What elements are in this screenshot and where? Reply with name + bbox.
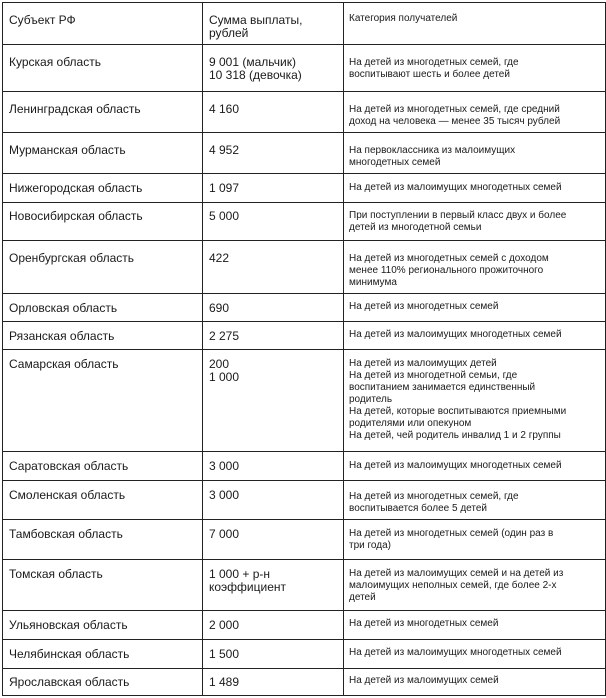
category-text: На детей из многодетных семей, где воспитывается более 5 детей bbox=[349, 491, 519, 514]
amount-text: 2 275 bbox=[209, 329, 240, 343]
amount-text: 1 500 bbox=[209, 647, 240, 661]
cell-subject bbox=[3, 611, 203, 640]
cell-subject bbox=[3, 669, 203, 696]
category-text: На детей из многодетных семей, где воспитывают шесть и более детей bbox=[349, 57, 519, 80]
table-row bbox=[3, 481, 606, 520]
cell-amount bbox=[203, 174, 344, 203]
cell-subject bbox=[3, 481, 203, 520]
cell-amount bbox=[203, 133, 344, 174]
cell-category bbox=[344, 350, 606, 452]
cell-subject bbox=[3, 241, 203, 294]
cell-amount bbox=[203, 481, 344, 520]
header-cell-category bbox=[344, 3, 606, 45]
cell-amount bbox=[203, 560, 344, 611]
header-cell-amount bbox=[203, 3, 344, 45]
category-text: На детей из многодетных семей bbox=[349, 301, 499, 312]
cell-amount bbox=[203, 203, 344, 241]
cell-subject bbox=[3, 294, 203, 322]
cell-category bbox=[344, 520, 606, 560]
subject-text: Ярославская область bbox=[9, 675, 130, 689]
cell-amount bbox=[203, 241, 344, 294]
table-row bbox=[3, 133, 606, 174]
amount-text: 422 bbox=[209, 251, 230, 265]
amount-text: 2 000 bbox=[209, 618, 240, 632]
subject-text: Самарская область bbox=[9, 357, 119, 371]
subject-text: Челябинская область bbox=[9, 647, 130, 661]
table-row bbox=[3, 241, 606, 294]
cell-amount bbox=[203, 611, 344, 640]
table-row bbox=[3, 203, 606, 241]
amount-text: 7 000 bbox=[209, 527, 240, 541]
cell-subject bbox=[3, 203, 203, 241]
subject-text: Мурманская область bbox=[9, 143, 126, 157]
cell-category bbox=[344, 294, 606, 322]
cell-amount bbox=[203, 452, 344, 481]
table-row bbox=[3, 45, 606, 92]
cell-amount bbox=[203, 92, 344, 133]
cell-subject bbox=[3, 322, 203, 350]
subject-text: Новосибирская область bbox=[9, 209, 143, 223]
subject-text: Орловская область bbox=[9, 301, 118, 315]
subject-text: Нижегородская область bbox=[9, 181, 143, 195]
cell-amount bbox=[203, 45, 344, 92]
cell-category bbox=[344, 452, 606, 481]
cell-category bbox=[344, 241, 606, 294]
subject-text: Оренбургская область bbox=[9, 251, 135, 265]
amount-text: 5 000 bbox=[209, 209, 240, 223]
amount-text: 1 000 + р-н коэффициент bbox=[209, 567, 287, 594]
table-row bbox=[3, 174, 606, 203]
table-row bbox=[3, 611, 606, 640]
category-text: На детей из малоимущих многодетных семей bbox=[349, 460, 562, 471]
subject-text: Томская область bbox=[9, 567, 103, 581]
cell-amount bbox=[203, 322, 344, 350]
subject-text: Курская область bbox=[9, 55, 101, 69]
table-row bbox=[3, 294, 606, 322]
cell-category bbox=[344, 174, 606, 203]
table-row bbox=[3, 520, 606, 560]
category-text: На детей из многодетных семей (один раз в три года) bbox=[349, 528, 554, 551]
cell-subject bbox=[3, 133, 203, 174]
cell-subject bbox=[3, 452, 203, 481]
table-row bbox=[3, 640, 606, 669]
subject-text: Саратовская область bbox=[9, 459, 129, 473]
table-row bbox=[3, 92, 606, 133]
subject-text: Ленинградская область bbox=[9, 102, 141, 116]
cell-category bbox=[344, 560, 606, 611]
cell-amount bbox=[203, 350, 344, 452]
cell-amount bbox=[203, 640, 344, 669]
cell-subject bbox=[3, 45, 203, 92]
header-cell-subject bbox=[3, 3, 203, 45]
category-text: При поступлении в первый класс двух и более детей из многодетной семьи bbox=[349, 210, 567, 233]
subject-text: Смоленская область bbox=[9, 488, 126, 502]
category-text: На детей из многодетных семей bbox=[349, 618, 499, 629]
amount-text: 3 000 bbox=[209, 488, 240, 502]
category-text: На детей из малоимущих детей На детей из многодетной семьи, где воспитанием занимается единственный родитель На детей, которые воспитываются приемными родителями или опекуном На детей, чей родитель инвалид 1 и 2 группы bbox=[349, 358, 567, 441]
amount-text: 1 489 bbox=[209, 675, 240, 689]
cell-amount bbox=[203, 294, 344, 322]
cell-amount bbox=[203, 669, 344, 696]
table-row bbox=[3, 452, 606, 481]
table-row bbox=[3, 560, 606, 611]
category-text: На детей из многодетных семей, где средний доход на человека — менее 35 тысяч рублей bbox=[349, 104, 561, 127]
cell-subject bbox=[3, 560, 203, 611]
cell-category bbox=[344, 611, 606, 640]
cell-category bbox=[344, 45, 606, 92]
category-text: На детей из малоимущих многодетных семей bbox=[349, 647, 562, 658]
amount-text: 3 000 bbox=[209, 459, 240, 473]
header-row bbox=[3, 3, 606, 45]
category-text: На детей из малоимущих семей и на детей из малоимущих неполных семей, где более 2-х детей bbox=[349, 568, 564, 603]
cell-category bbox=[344, 133, 606, 174]
category-text: На детей из многодетных семей с доходом менее 110% регионального прожиточного минимума bbox=[349, 253, 549, 288]
amount-text: 9 001 (мальчик) 10 318 (девочка) bbox=[209, 55, 302, 82]
cell-subject bbox=[3, 640, 203, 669]
amount-text: 1 097 bbox=[209, 181, 240, 195]
cell-category bbox=[344, 92, 606, 133]
amount-text: 690 bbox=[209, 301, 230, 315]
amount-text: 4 952 bbox=[209, 143, 240, 157]
subject-text: Ульяновская область bbox=[9, 618, 128, 632]
header-subject-text: Субъект РФ bbox=[9, 13, 76, 27]
cell-subject bbox=[3, 174, 203, 203]
category-text: На детей из малоимущих многодетных семей bbox=[349, 182, 562, 193]
cell-category bbox=[344, 203, 606, 241]
header-amount-text: Сумма выплаты, рублей bbox=[209, 13, 303, 40]
cell-category bbox=[344, 322, 606, 350]
cell-amount bbox=[203, 520, 344, 560]
cell-subject bbox=[3, 92, 203, 133]
subject-text: Тамбовская область bbox=[9, 527, 123, 541]
table-row bbox=[3, 350, 606, 452]
cell-subject bbox=[3, 350, 203, 452]
category-text: На детей из малоимущих семей bbox=[349, 675, 499, 686]
cell-subject bbox=[3, 520, 203, 560]
header-category-text: Категория получателей bbox=[349, 13, 458, 24]
subject-text: Рязанская область bbox=[9, 329, 115, 343]
table-row bbox=[3, 669, 606, 696]
table-row bbox=[3, 322, 606, 350]
cell-category bbox=[344, 640, 606, 669]
payments-table bbox=[2, 2, 606, 696]
category-text: На первоклассника из малоимущих многодетных семей bbox=[349, 145, 516, 168]
category-text: На детей из малоимущих многодетных семей bbox=[349, 329, 562, 340]
amount-text: 4 160 bbox=[209, 102, 240, 116]
cell-category bbox=[344, 481, 606, 520]
cell-category bbox=[344, 669, 606, 696]
amount-text: 200 1 000 bbox=[209, 357, 240, 384]
